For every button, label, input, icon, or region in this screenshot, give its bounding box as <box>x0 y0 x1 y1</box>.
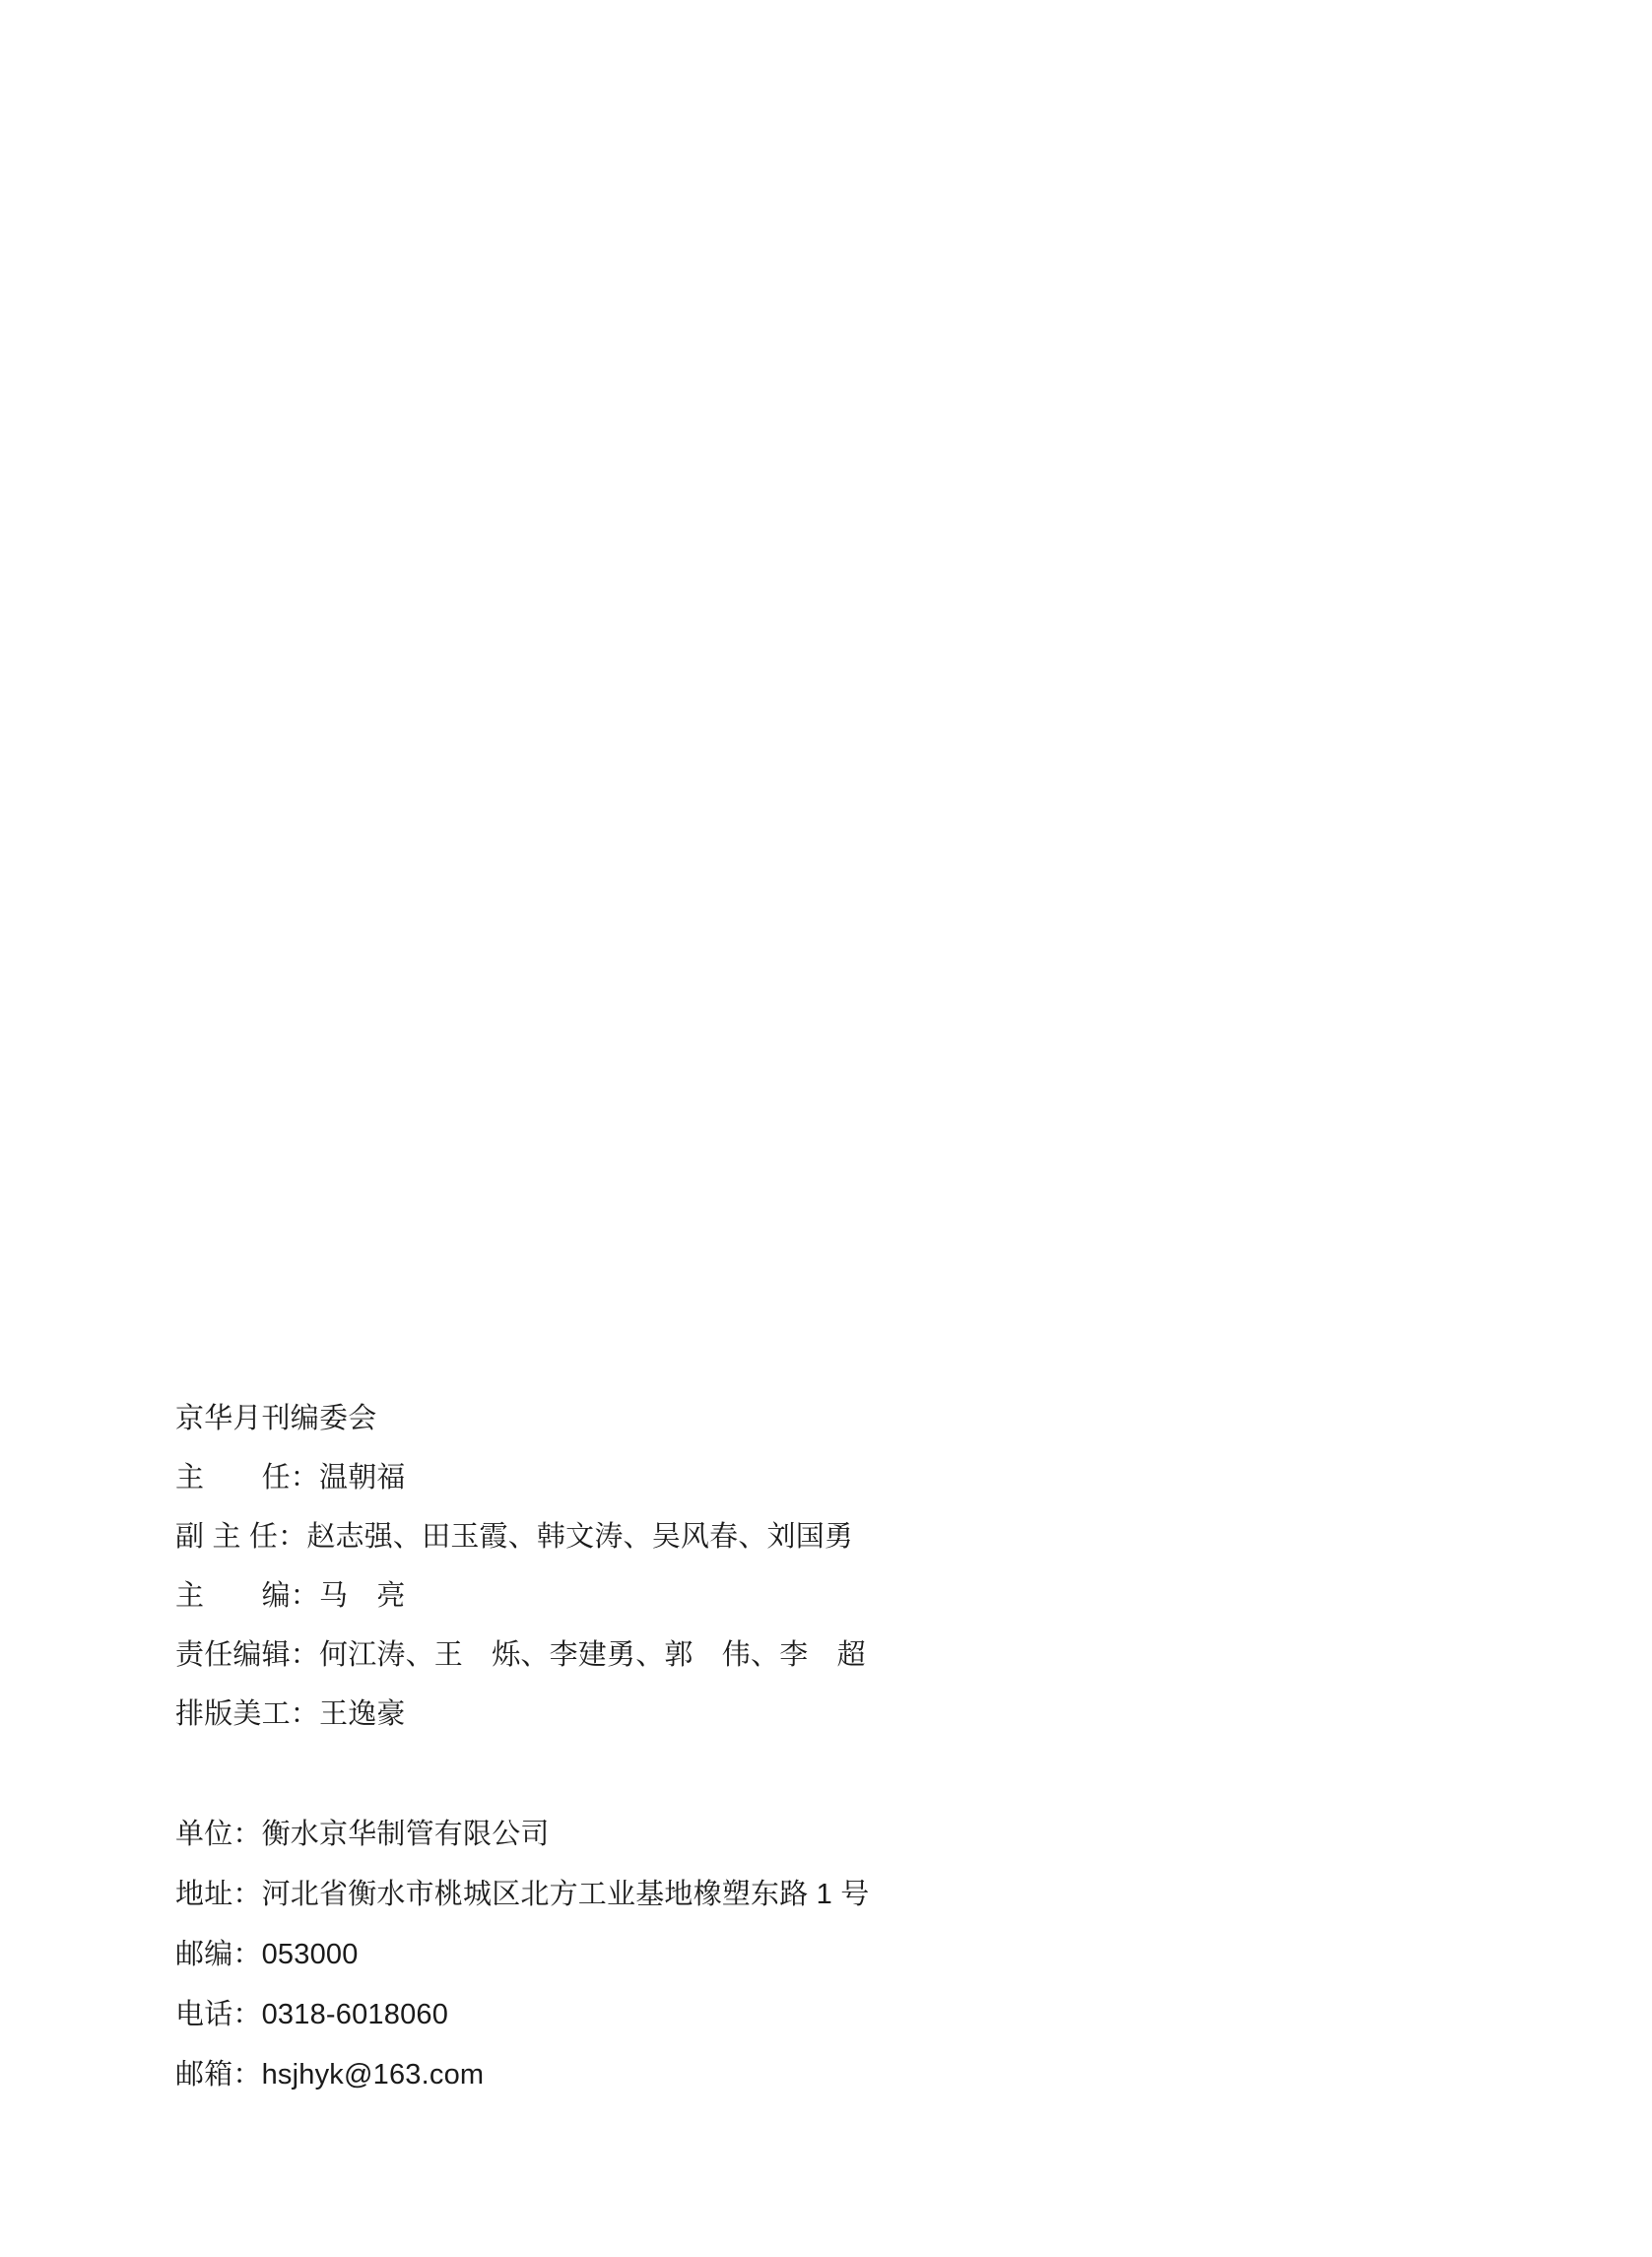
editorial-board-section <box>175 1389 1357 1744</box>
contact-section <box>175 1805 1357 2105</box>
colophon-block <box>175 1389 1357 2105</box>
contact-postcode: 邮编：053000 <box>175 1939 359 1970</box>
editorial-role-deputy-director: 副 主 任：赵志强、田玉霞、韩文涛、吴风春、刘国勇 <box>175 1521 854 1553</box>
editorial-role-layout-artist: 排版美工：王逸豪 <box>175 1698 406 1730</box>
contact-email: 邮箱：hsjhyk@163.com <box>175 2059 485 2091</box>
editorial-role-director: 主 任：温朝福 <box>175 1462 406 1494</box>
contact-address: 地址：河北省衡水市桃城区北方工业基地橡塑东路 1 号 <box>175 1879 870 1910</box>
editorial-role-chief-editor: 主 编：马 亮 <box>175 1580 406 1612</box>
editorial-board-title: 京华月刊编委会 <box>175 1403 377 1434</box>
editorial-role-responsible-editors: 责任编辑：何江涛、王 烁、李建勇、郭 伟、李 超 <box>175 1639 866 1671</box>
contact-company: 单位：衡水京华制管有限公司 <box>175 1819 550 1850</box>
contact-phone: 电话：0318-6018060 <box>175 1999 449 2030</box>
